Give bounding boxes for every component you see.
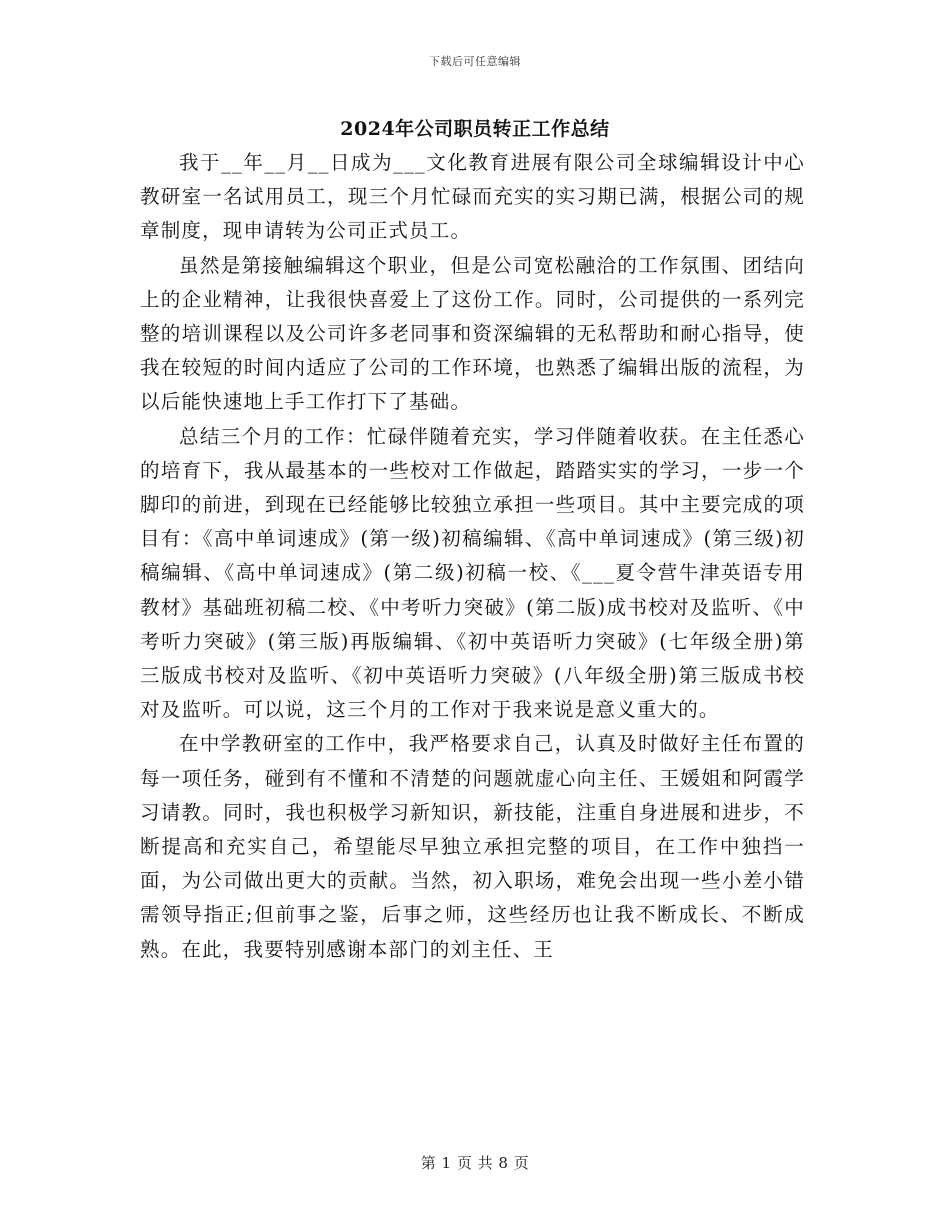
page-number: 第 1 页 共 8 页 xyxy=(420,1154,530,1172)
paragraph-2: 虽然是第接触编辑这个职业，但是公司宽松融洽的工作氛围、团结向上的企业精神，让我很快喜爱上了这份工作。同时，公司提供的一系列完整的培训课程以及公司许多老同事和资深编辑的无私帮助和耐心指导，使我在较短的时间内适应了公司的工作环境，也熟悉了编辑出版的流程，为以后能快速地上手工作打下了基础。 xyxy=(140,253,805,414)
paragraph-3: 总结三个月的工作：忙碌伴随着充实，学习伴随着收获。在主任悉心的培育下，我从最基本的一些校对工作做起，踏踏实实的学习，一步一个脚印的前进，到现在已经能够比较独立承担一些项目。其中主要完成的项目有：《高中单词速成》(第一级)初稿编辑、《高中单词速成》(第三级)初稿编辑、《高中单词速成》(第二级)初稿一校、《___夏令营牛津英语专用教材》基础班初稿二校、《中考听力突破》(第二版)成书校对及监听、《中考听力突破》(第三版)再版编辑、《初中英语听力突破》(七年级全册)第三版成书校对及监听、《初中英语听力突破》(八年级全册)第三版成书校对及监听。可以说，这三个月的工作对于我来说是意义重大的。 xyxy=(140,424,805,722)
document-body xyxy=(140,146,805,967)
paragraph-1: 我于__年__月__日成为___文化教育进展有限公司全球编辑设计中心教研室一名试用员工，现三个月忙碌而充实的实习期已满，根据公司的规章制度，现申请转为公司正式员工。 xyxy=(140,151,805,243)
document-title: 2024年公司职员转正工作总结 xyxy=(340,118,610,140)
paragraph-4: 在中学教研室的工作中，我严格要求自己，认真及时做好主任布置的每一项任务，碰到有不懂和不清楚的问题就虚心向主任、王媛姐和阿霞学习请教。同时，我也积极学习新知识，新技能，注重自身进展和进步，不断提高和充实自己，希望能尽早独立承担完整的项目，在工作中独挡一面，为公司做出更大的贡献。当然，初入职场，难免会出现一些小差小错需领导指正;但前事之鉴，后事之师，这些经历也让我不断成长、不断成熟。在此，我要特别感谢本部门的刘主任、王 xyxy=(140,732,805,961)
header-note: 下载后可任意编辑 xyxy=(429,55,521,68)
